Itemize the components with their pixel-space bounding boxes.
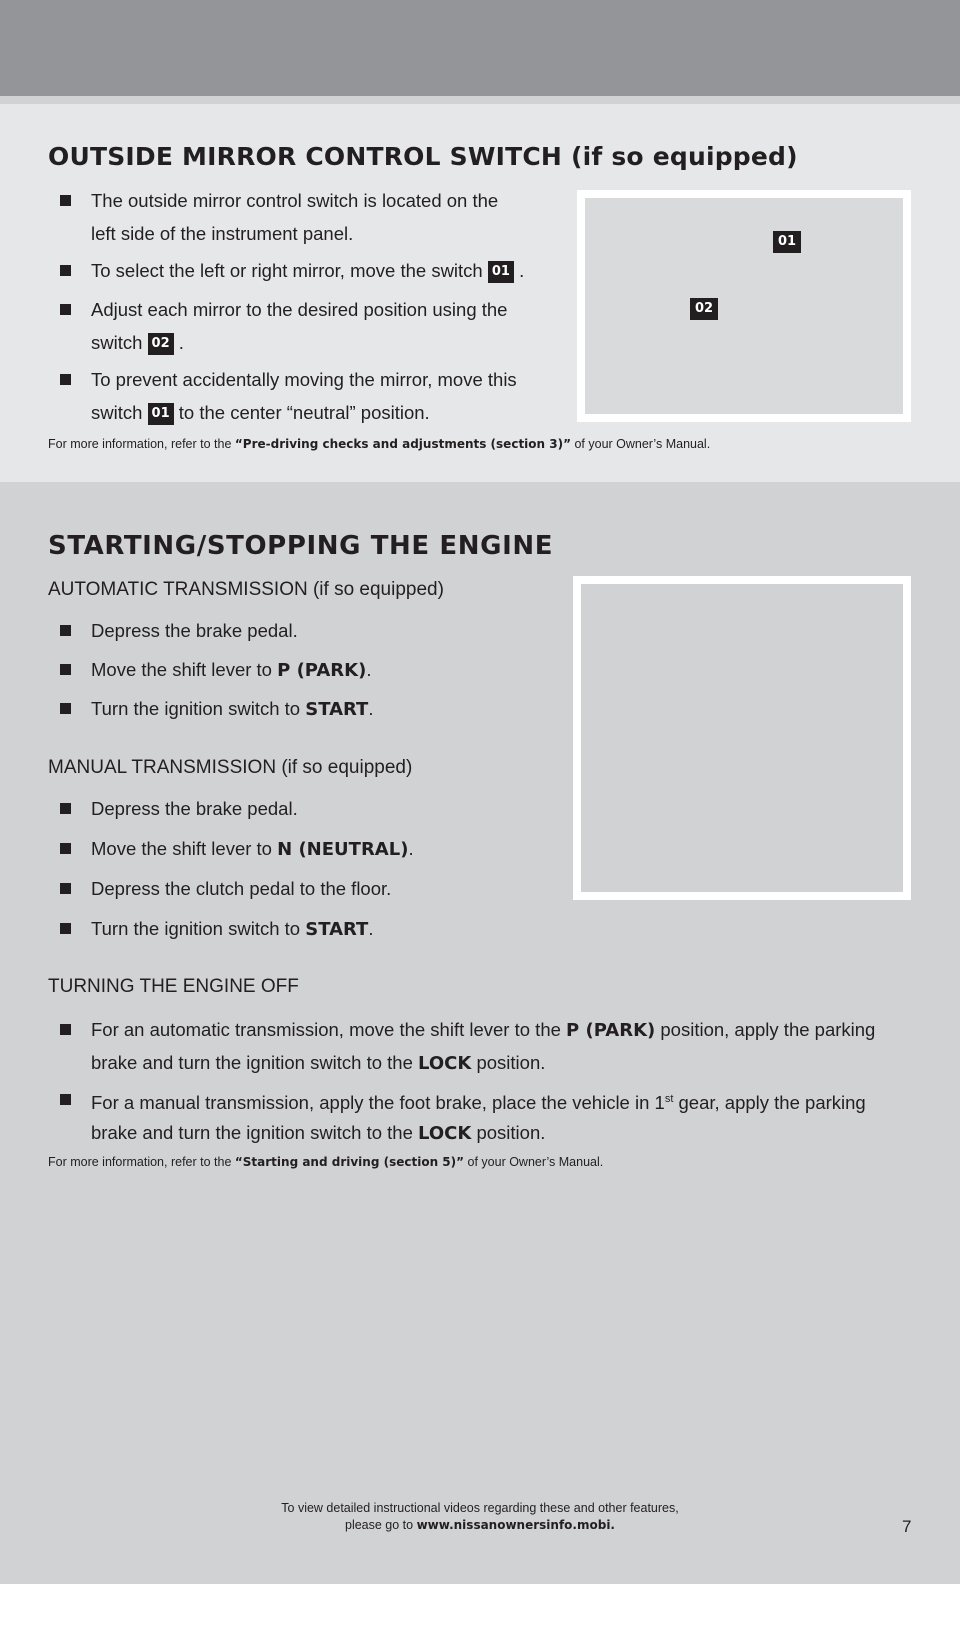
engine-manual-reference: For more information, refer to the “Starting and driving (section 5)” of your Owner’s Manual. [48,1155,604,1169]
switch-02-badge: 02 [148,333,174,355]
bullet-text: Depress the brake pedal. [91,798,298,819]
bullet-text: For a manual transmission, apply the foot brake, place the vehicle in 1st gear, apply the parking [91,1092,866,1114]
bullet-text: Turn the ignition switch to START. [91,698,374,720]
bullet-text: switch 02 . [91,332,184,353]
bullet-square-icon [60,883,71,894]
bullet-square-icon [60,703,71,714]
image-placeholder [585,198,903,414]
bullet-square-icon [60,1094,71,1105]
bullet-square-icon [60,664,71,675]
bullet-text: Depress the brake pedal. [91,620,298,641]
bullet-text: brake and turn the ignition switch to the LOCK position. [91,1122,546,1144]
bottom-strip [0,1584,960,1632]
bullet-square-icon [60,843,71,854]
manual-heading: MANUAL TRANSMISSION (if so equipped) [48,757,413,778]
mirror-manual-reference: For more information, refer to the “Pre-driving checks and adjustments (section 3)” of your Owner’s Manual. [48,437,711,451]
bullet-text: Adjust each mirror to the desired position using the [91,299,508,320]
image-callout-01: 01 [773,231,801,253]
bullet-square-icon [60,625,71,636]
bullet-square-icon [60,374,71,385]
bullet-text: brake and turn the ignition switch to the LOCK position. [91,1052,546,1074]
bullet-text: Depress the clutch pedal to the floor. [91,878,392,899]
mirror-section-title: OUTSIDE MIRROR CONTROL SWITCH (if so equipped) [48,142,798,171]
image-placeholder [581,584,903,892]
image-callout-02: 02 [690,298,718,320]
engine-image [573,576,911,900]
engine-section-title: STARTING/STOPPING THE ENGINE [48,531,554,561]
footer-line-1: To view detailed instructional videos regarding these and other features, [281,1501,679,1515]
bullet-text: To prevent accidentally moving the mirror, move this [91,369,517,390]
bullet-text: The outside mirror control switch is located on the [91,190,499,211]
bullet-text: switch 01 to the center “neutral” position. [91,402,430,423]
bullet-text: For an automatic transmission, move the shift lever to the P (PARK) position, apply the parking [91,1019,876,1041]
engine-off-heading: TURNING THE ENGINE OFF [48,976,299,997]
page-number: 7 [902,1517,912,1536]
bullet-text: Turn the ignition switch to START. [91,918,374,940]
bullet-square-icon [60,803,71,814]
top-banner [0,0,960,96]
bullet-square-icon [60,195,71,206]
switch-01-badge: 01 [488,261,514,283]
switch-01-badge: 01 [148,403,174,425]
bullet-square-icon [60,1024,71,1035]
bullet-square-icon [60,923,71,934]
bullet-text: Move the shift lever to N (NEUTRAL). [91,838,414,860]
bullet-text: To select the left or right mirror, move the switch 01 . [91,260,525,281]
bullet-square-icon [60,265,71,276]
website-link[interactable]: www.nissanownersinfo.mobi. [416,1518,615,1532]
bullet-square-icon [60,304,71,315]
mirror-switch-image [577,190,911,422]
footer-line-2: please go to www.nissanownersinfo.mobi. [345,1518,615,1532]
bullet-text: Move the shift lever to P (PARK). [91,659,372,681]
automatic-heading: AUTOMATIC TRANSMISSION (if so equipped) [48,579,444,600]
bullet-text: left side of the instrument panel. [91,223,354,244]
